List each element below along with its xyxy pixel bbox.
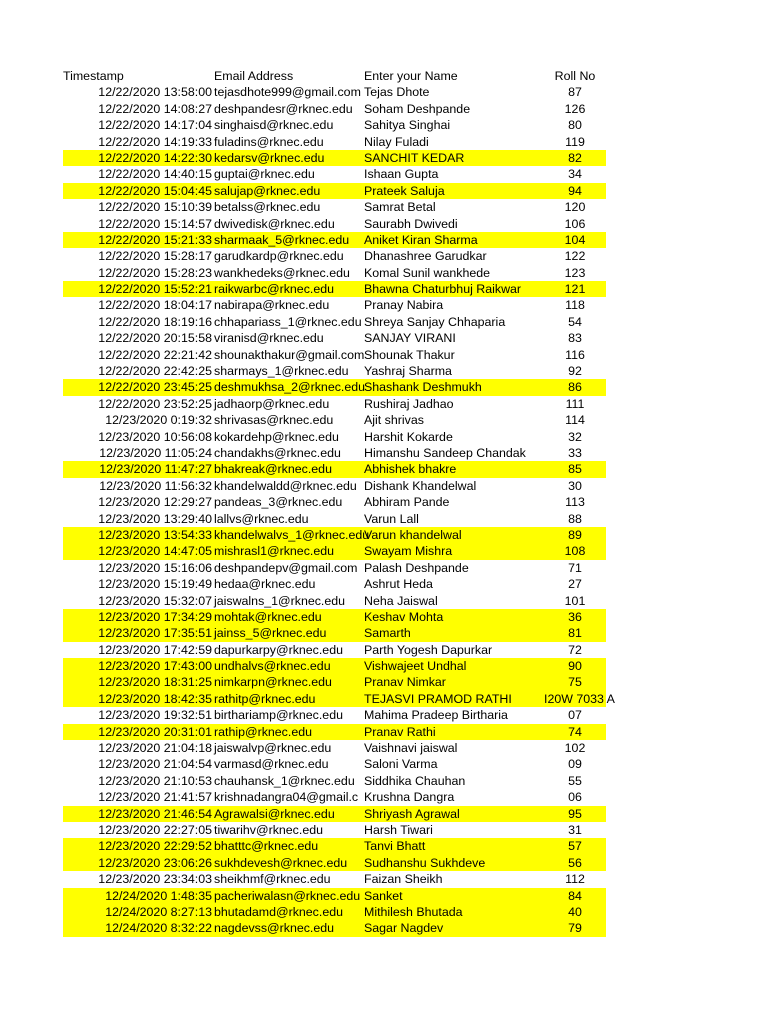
roll-cell: 89 xyxy=(568,527,582,542)
roll-cell: 83 xyxy=(568,331,582,346)
table-row xyxy=(63,84,606,100)
roll-cell: 87 xyxy=(568,85,582,100)
email-cell: lallvs@rknec.edu xyxy=(214,511,309,526)
table-row xyxy=(63,806,606,822)
table-row xyxy=(63,756,606,772)
table-row xyxy=(63,773,606,789)
table-row xyxy=(63,314,606,330)
name-cell: Swayam Mishra xyxy=(364,544,453,559)
email-cell: deshmukhsa_2@rknec.edu xyxy=(214,380,366,395)
roll-cell: 101 xyxy=(564,593,586,608)
timestamp-cell: 12/23/2020 11:56:32 xyxy=(99,478,212,493)
table-row xyxy=(63,199,606,215)
roll-cell: 79 xyxy=(568,921,582,936)
email-cell: jaiswalns_1@rknec.edu xyxy=(214,593,346,608)
table-row xyxy=(63,232,606,248)
roll-cell: 119 xyxy=(565,134,585,149)
email-cell: dapurkarpy@rknec.edu xyxy=(214,642,343,657)
name-cell: Parth Yogesh Dapurkar xyxy=(364,642,493,657)
timestamp-cell: 12/24/2020 8:27:13 xyxy=(105,904,212,919)
email-cell: singhaisd@rknec.edu xyxy=(214,118,334,133)
name-cell: Samarth xyxy=(364,626,411,641)
email-cell: viranisd@rknec.edu xyxy=(214,331,324,346)
table-row xyxy=(63,429,606,445)
email-cell: wankhedeks@rknec.edu xyxy=(214,265,350,280)
email-cell: bhakreak@rknec.edu xyxy=(214,462,332,477)
table-row xyxy=(63,379,606,395)
name-cell: Pranav Nimkar xyxy=(364,675,446,690)
table-row xyxy=(63,330,606,346)
email-cell: guptai@rknec.edu xyxy=(214,167,315,182)
roll-cell: 113 xyxy=(565,495,585,510)
name-cell: Saloni Varma xyxy=(364,757,438,772)
timestamp-cell: 12/23/2020 15:32:07 xyxy=(98,593,212,608)
roll-cell: I20W 7033 A xyxy=(544,691,615,706)
email-cell: fuladins@rknec.edu xyxy=(214,134,324,149)
roll-cell: 104 xyxy=(564,232,586,247)
table-row xyxy=(63,724,606,740)
table-row xyxy=(63,560,606,576)
name-cell: Dishank Khandelwal xyxy=(364,478,477,493)
table-row xyxy=(63,527,606,543)
table-row xyxy=(63,134,606,150)
roll-cell: 122 xyxy=(564,249,586,264)
roll-cell: 30 xyxy=(568,478,582,493)
roll-cell: 74 xyxy=(568,724,582,739)
name-cell: Palash Deshpande xyxy=(364,560,469,575)
email-cell: sharmaak_5@rknec.edu xyxy=(214,232,350,247)
email-cell: bhatttc@rknec.edu xyxy=(214,839,319,854)
email-cell: tejasdhote999@gmail.com xyxy=(214,85,361,100)
name-cell: Vaishnavi jaiswal xyxy=(364,741,458,756)
name-cell: Komal Sunil wankhede xyxy=(364,265,491,280)
name-cell: Vishwajeet Undhal xyxy=(364,659,467,674)
table-row xyxy=(63,511,606,527)
roll-cell: 09 xyxy=(568,757,582,772)
email-cell: chandakhs@rknec.edu xyxy=(214,445,341,460)
timestamp-cell: 12/22/2020 22:21:42 xyxy=(98,347,212,362)
table-row xyxy=(63,707,606,723)
table-row xyxy=(63,281,606,297)
name-cell: SANCHIT KEDAR xyxy=(364,150,465,165)
table-row xyxy=(63,904,606,920)
email-cell: bhutadamd@rknec.edu xyxy=(214,904,343,919)
table-row xyxy=(63,609,606,625)
name-cell: Keshav Mohta xyxy=(364,609,444,624)
name-cell: Pranav Rathi xyxy=(364,724,436,739)
name-cell: Samrat Betal xyxy=(364,200,436,215)
email-cell: jadhaorp@rknec.edu xyxy=(214,396,330,411)
table-row xyxy=(63,166,606,182)
timestamp-cell: 12/23/2020 13:54:33 xyxy=(98,527,212,542)
name-cell: Shashank Deshmukh xyxy=(364,380,482,395)
roll-cell: 116 xyxy=(565,347,585,362)
name-cell: Abhishek bhakre xyxy=(364,462,457,477)
name-cell: Sanket xyxy=(364,888,403,903)
timestamp-cell: 12/23/2020 11:05:24 xyxy=(99,445,212,460)
table-row xyxy=(63,691,615,707)
timestamp-cell: 12/22/2020 20:15:58 xyxy=(98,331,212,346)
timestamp-cell: 12/22/2020 22:42:25 xyxy=(98,364,212,379)
timestamp-cell: 12/23/2020 18:31:25 xyxy=(98,675,212,690)
header-email: Email Address xyxy=(214,69,294,83)
table-row xyxy=(63,888,606,904)
timestamp-cell: 12/23/2020 17:43:00 xyxy=(98,659,212,674)
email-cell: rathitp@rknec.edu xyxy=(214,691,316,706)
name-cell: Harshit Kokarde xyxy=(364,429,453,444)
timestamp-cell: 12/23/2020 17:34:29 xyxy=(98,609,212,624)
name-cell: Tanvi Bhatt xyxy=(364,839,426,854)
timestamp-cell: 12/23/2020 13:29:40 xyxy=(98,511,212,526)
roll-cell: 33 xyxy=(568,445,582,460)
email-cell: betalss@rknec.edu xyxy=(214,200,321,215)
table-row xyxy=(63,822,606,838)
roll-cell: 27 xyxy=(568,577,582,592)
timestamp-cell: 12/23/2020 19:32:51 xyxy=(98,708,212,723)
table-row xyxy=(63,396,606,412)
roll-cell: 114 xyxy=(565,413,585,428)
timestamp-cell: 12/22/2020 23:52:25 xyxy=(98,396,212,411)
table-row xyxy=(63,494,606,510)
name-cell: Sahitya Singhai xyxy=(364,118,451,133)
email-cell: garudkardp@rknec.edu xyxy=(214,249,344,264)
roll-cell: 36 xyxy=(568,609,582,624)
email-cell: shounakthakur@gmail.com xyxy=(214,347,365,362)
table-row xyxy=(63,674,606,690)
email-cell: jainss_5@rknec.edu xyxy=(214,626,327,641)
email-cell: nimkarpn@rknec.edu xyxy=(214,675,332,690)
email-cell: dwivedisk@rknec.edu xyxy=(214,216,335,231)
roll-cell: 121 xyxy=(564,282,586,297)
name-cell: Sagar Nagdev xyxy=(364,921,444,936)
email-cell: khandelwalvs_1@rknec.edu xyxy=(214,527,370,542)
table-row xyxy=(63,101,606,117)
name-cell: Faizan Sheikh xyxy=(364,872,443,887)
roll-cell: 94 xyxy=(568,183,582,198)
timestamp-cell: 12/23/2020 22:29:52 xyxy=(98,839,212,854)
header-name: Enter your Name xyxy=(364,69,458,83)
timestamp-cell: 12/22/2020 23:45:25 xyxy=(98,380,212,395)
roll-cell: 75 xyxy=(568,675,582,690)
table-row xyxy=(63,265,606,281)
table-row xyxy=(63,445,606,461)
table-row xyxy=(63,593,606,609)
timestamp-cell: 12/24/2020 1:48:35 xyxy=(105,888,212,903)
table-row xyxy=(63,150,606,166)
email-cell: nagdevss@rknec.edu xyxy=(214,921,335,936)
roll-cell: 56 xyxy=(568,855,582,870)
name-cell: Mithilesh Bhutada xyxy=(364,904,463,919)
roll-cell: 72 xyxy=(568,642,582,657)
roll-cell: 54 xyxy=(568,314,582,329)
email-cell: undhalvs@rknec.edu xyxy=(214,659,331,674)
name-cell: Rushiraj Jadhao xyxy=(364,396,454,411)
timestamp-cell: 12/22/2020 14:19:33 xyxy=(98,134,212,149)
roll-cell: 88 xyxy=(568,511,582,526)
timestamp-cell: 12/23/2020 17:42:59 xyxy=(98,642,212,657)
email-cell: sharmays_1@rknec.edu xyxy=(214,364,349,379)
roll-cell: 118 xyxy=(565,298,585,313)
timestamp-cell: 12/23/2020 23:06:26 xyxy=(98,855,212,870)
name-cell: Prateek Saluja xyxy=(364,183,445,198)
roll-cell: 84 xyxy=(568,888,582,903)
name-cell: Dhanashree Garudkar xyxy=(364,249,487,264)
table-row xyxy=(63,576,606,592)
roll-cell: 80 xyxy=(568,118,582,133)
table-body xyxy=(63,84,615,936)
email-cell: sheikhmf@rknec.edu xyxy=(214,872,331,887)
table-row xyxy=(63,183,606,199)
timestamp-cell: 12/23/2020 21:10:53 xyxy=(98,773,212,788)
email-cell: deshpandepv@gmail.com xyxy=(214,560,358,575)
timestamp-cell: 12/22/2020 15:52:21 xyxy=(98,282,212,297)
timestamp-cell: 12/23/2020 17:35:51 xyxy=(98,626,212,641)
table-row xyxy=(63,658,606,674)
roll-cell: 102 xyxy=(564,741,586,756)
timestamp-cell: 12/22/2020 15:28:17 xyxy=(98,249,212,264)
name-cell: Harsh Tiwari xyxy=(364,822,433,837)
table-row xyxy=(63,625,606,641)
roll-cell: 112 xyxy=(565,872,585,887)
email-cell: hedaa@rknec.edu xyxy=(214,577,316,592)
email-cell: Agrawalsi@rknec.edu xyxy=(214,806,335,821)
email-cell: chauhansk_1@rknec.edu xyxy=(214,773,355,788)
email-cell: shrivasas@rknec.edu xyxy=(214,413,334,428)
roll-cell: 85 xyxy=(568,462,582,477)
timestamp-cell: 12/22/2020 14:22:30 xyxy=(98,150,212,165)
table-row xyxy=(63,216,606,232)
name-cell: Shounak Thakur xyxy=(364,347,455,362)
email-cell: birthariamp@rknec.edu xyxy=(214,708,343,723)
timestamp-cell: 12/23/2020 22:27:05 xyxy=(98,822,212,837)
timestamp-cell: 12/23/2020 18:42:35 xyxy=(98,691,212,706)
name-cell: Abhiram Pande xyxy=(364,495,450,510)
table-row xyxy=(63,920,606,936)
timestamp-cell: 12/22/2020 15:21:33 xyxy=(98,232,212,247)
table-row xyxy=(63,347,606,363)
roll-cell: 07 xyxy=(568,708,582,723)
name-cell: Siddhika Chauhan xyxy=(364,773,466,788)
spreadsheet-table xyxy=(63,68,615,937)
header-row xyxy=(63,68,606,84)
name-cell: Tejas Dhote xyxy=(364,85,430,100)
timestamp-cell: 12/23/2020 21:46:54 xyxy=(98,806,212,821)
email-cell: pacheriwalasn@rknec.edu xyxy=(214,888,361,903)
name-cell: Mahima Pradeep Birtharia xyxy=(364,708,508,723)
roll-cell: 111 xyxy=(565,396,585,411)
email-cell: deshpandesr@rknec.edu xyxy=(214,101,353,116)
roll-cell: 06 xyxy=(568,790,582,805)
roll-cell: 32 xyxy=(568,429,582,444)
name-cell: Neha Jaiswal xyxy=(364,593,438,608)
email-cell: tiwarihv@rknec.edu xyxy=(214,822,323,837)
timestamp-cell: 12/22/2020 15:14:57 xyxy=(98,216,212,231)
timestamp-cell: 12/23/2020 23:34:03 xyxy=(98,872,212,887)
timestamp-cell: 12/22/2020 14:17:04 xyxy=(98,118,212,133)
timestamp-cell: 12/24/2020 8:32:22 xyxy=(105,921,212,936)
header-roll: Roll No xyxy=(554,69,596,83)
name-cell: Nilay Fuladi xyxy=(364,134,429,149)
email-cell: rathip@rknec.edu xyxy=(214,724,312,739)
table-row xyxy=(63,838,606,854)
roll-cell: 40 xyxy=(568,904,582,919)
timestamp-cell: 12/23/2020 21:04:18 xyxy=(98,741,212,756)
roll-cell: 126 xyxy=(564,101,586,116)
timestamp-cell: 12/22/2020 13:58:00 xyxy=(98,85,212,100)
roll-cell: 82 xyxy=(568,150,582,165)
roll-cell: 108 xyxy=(564,544,586,559)
roll-cell: 95 xyxy=(568,806,582,821)
timestamp-cell: 12/23/2020 10:56:08 xyxy=(98,429,212,444)
roll-cell: 71 xyxy=(568,560,582,575)
roll-cell: 34 xyxy=(568,167,582,182)
timestamp-cell: 12/22/2020 14:40:15 xyxy=(98,167,212,182)
timestamp-cell: 12/23/2020 20:31:01 xyxy=(98,724,212,739)
timestamp-cell: 12/22/2020 15:28:23 xyxy=(98,265,212,280)
email-cell: mishrasl1@rknec.edu xyxy=(214,544,335,559)
email-cell: jaiswalvp@rknec.edu xyxy=(214,741,332,756)
roll-cell: 57 xyxy=(568,839,582,854)
email-cell: nabirapa@rknec.edu xyxy=(214,298,330,313)
name-cell: Pranay Nabira xyxy=(364,298,444,313)
roll-cell: 106 xyxy=(564,216,586,231)
roll-cell: 86 xyxy=(568,380,582,395)
name-cell: Soham Deshpande xyxy=(364,101,471,116)
timestamp-cell: 12/22/2020 15:10:39 xyxy=(98,200,212,215)
timestamp-cell: 12/22/2020 15:04:45 xyxy=(98,183,212,198)
table-row xyxy=(63,642,606,658)
timestamp-cell: 12/22/2020 18:19:16 xyxy=(98,314,212,329)
email-cell: mohtak@rknec.edu xyxy=(214,609,322,624)
email-cell: pandeas_3@rknec.edu xyxy=(214,495,343,510)
table-row xyxy=(63,461,606,477)
timestamp-cell: 12/23/2020 11:47:27 xyxy=(99,462,212,477)
roll-cell: 55 xyxy=(568,773,582,788)
name-cell: TEJASVI PRAMOD RATHI xyxy=(364,691,512,706)
email-cell: khandelwaldd@rknec.edu xyxy=(214,478,357,493)
email-cell: sukhdevesh@rknec.edu xyxy=(214,855,348,870)
timestamp-cell: 12/23/2020 14:47:05 xyxy=(98,544,212,559)
roll-cell: 123 xyxy=(564,265,586,280)
name-cell: Bhawna Chaturbhuj Raikwar xyxy=(364,282,522,297)
name-cell: Varun khandelwal xyxy=(364,527,462,542)
table-row xyxy=(63,855,606,871)
table-row xyxy=(63,412,606,428)
name-cell: Aniket Kiran Sharma xyxy=(364,232,478,247)
timestamp-cell: 12/23/2020 15:19:49 xyxy=(98,577,212,592)
table-row xyxy=(63,363,606,379)
name-cell: Ishaan Gupta xyxy=(364,167,439,182)
roll-cell: 81 xyxy=(568,626,582,641)
email-cell: chhapariass_1@rknec.edu xyxy=(214,314,362,329)
table-row xyxy=(63,478,606,494)
table-row xyxy=(63,117,606,133)
name-cell: Varun Lall xyxy=(364,511,419,526)
email-cell: salujap@rknec.edu xyxy=(214,183,321,198)
timestamp-cell: 12/23/2020 12:29:27 xyxy=(98,495,212,510)
roll-cell: 120 xyxy=(564,200,586,215)
table-row xyxy=(63,248,606,264)
name-cell: Ashrut Heda xyxy=(364,577,433,592)
roll-cell: 92 xyxy=(568,364,582,379)
name-cell: Shreya Sanjay Chhaparia xyxy=(364,314,506,329)
email-cell: krishnadangra04@gmail.c xyxy=(214,790,359,805)
roll-cell: 90 xyxy=(568,659,582,674)
name-cell: Shriyash Agrawal xyxy=(364,806,460,821)
name-cell: Ajit shrivas xyxy=(364,413,424,428)
name-cell: Krushna Dangra xyxy=(364,790,455,805)
table-row xyxy=(63,789,606,805)
name-cell: Yashraj Sharma xyxy=(364,364,452,379)
timestamp-cell: 12/23/2020 0:19:32 xyxy=(105,413,212,428)
name-cell: Sudhanshu Sukhdeve xyxy=(364,855,486,870)
roll-cell: 31 xyxy=(568,822,582,837)
table-row xyxy=(63,297,606,313)
timestamp-cell: 12/22/2020 14:08:27 xyxy=(98,101,212,116)
name-cell: Himanshu Sandeep Chandak xyxy=(364,445,526,460)
timestamp-cell: 12/22/2020 18:04:17 xyxy=(98,298,212,313)
table-row xyxy=(63,871,606,887)
header-timestamp: Timestamp xyxy=(63,69,124,83)
timestamp-cell: 12/23/2020 21:04:54 xyxy=(98,757,212,772)
name-cell: Saurabh Dwivedi xyxy=(364,216,458,231)
email-cell: varmasd@rknec.edu xyxy=(214,757,329,772)
timestamp-cell: 12/23/2020 15:16:06 xyxy=(98,560,212,575)
email-cell: kedarsv@rknec.edu xyxy=(214,150,325,165)
email-cell: raikwarbc@rknec.edu xyxy=(214,282,335,297)
table-row xyxy=(63,740,606,756)
table-row xyxy=(63,543,606,559)
name-cell: SANJAY VIRANI xyxy=(364,331,456,346)
timestamp-cell: 12/23/2020 21:41:57 xyxy=(98,790,212,805)
email-cell: kokardehp@rknec.edu xyxy=(214,429,339,444)
